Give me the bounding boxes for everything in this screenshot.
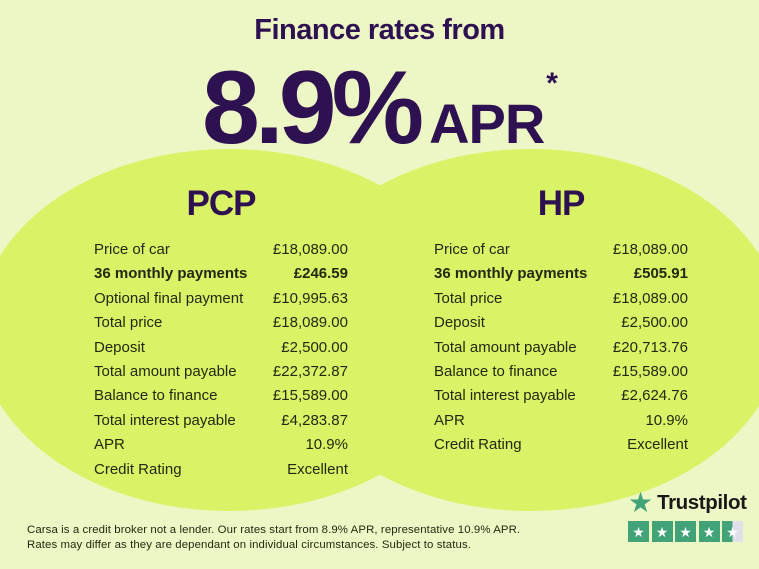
table-row	[434, 336, 688, 360]
row-value: £18,089.00	[612, 289, 688, 307]
table-row	[94, 409, 348, 433]
pcp-panel	[94, 186, 348, 482]
trustpilot-star-icon: ★	[628, 487, 654, 518]
rating-star-box	[722, 521, 743, 542]
row-label: Price of car	[434, 241, 510, 258]
table-row	[434, 433, 688, 457]
table-row	[94, 384, 348, 408]
trustpilot-rating-stars	[628, 521, 747, 542]
row-value: £18,089.00	[612, 241, 688, 258]
table-row	[94, 287, 348, 311]
table-row	[94, 238, 348, 262]
row-value: £505.91	[633, 265, 688, 283]
rating-star-box	[699, 521, 720, 542]
row-label: Optional final payment	[94, 289, 244, 307]
row-label: Credit Rating	[94, 460, 182, 478]
table-row	[94, 262, 348, 286]
row-label: APR	[94, 436, 125, 454]
disclaimer-text	[27, 523, 520, 553]
row-label: Deposit	[434, 314, 485, 332]
row-value: Excellent	[627, 436, 688, 454]
row-value: £15,589.00	[272, 387, 348, 405]
row-value: £22,372.87	[272, 363, 348, 381]
row-value: £18,089.00	[272, 314, 348, 332]
table-row	[94, 311, 348, 335]
page-title: Finance rates from	[254, 14, 505, 46]
row-value: £2,500.00	[281, 338, 348, 356]
hp-panel	[434, 186, 688, 458]
rate-unit-text: APR	[429, 92, 545, 155]
row-label: Credit Rating	[434, 436, 522, 454]
row-label: Price of car	[94, 241, 170, 258]
row-label: Balance to finance	[94, 387, 218, 405]
row-value: £4,283.87	[281, 411, 348, 429]
table-row	[434, 287, 688, 311]
table-row	[434, 360, 688, 384]
hp-table	[434, 238, 688, 458]
row-value: 10.9%	[305, 436, 348, 454]
rating-star-icon: ★	[679, 523, 692, 540]
rating-star-icon: ★	[726, 523, 739, 540]
trustpilot-logo	[628, 487, 747, 518]
row-label: Total interest payable	[94, 411, 236, 429]
row-value: £10,995.63	[272, 289, 348, 307]
rate-unit	[429, 67, 557, 155]
pcp-table	[94, 238, 348, 482]
row-label: Balance to finance	[434, 363, 558, 381]
row-label: Deposit	[94, 338, 145, 356]
headline-rate	[0, 50, 759, 166]
hp-title: HP	[537, 184, 585, 223]
row-label: Total amount payable	[434, 338, 577, 356]
row-value: £18,089.00	[272, 241, 348, 258]
table-row	[94, 458, 348, 482]
table-row	[434, 238, 688, 262]
rating-star-icon: ★	[702, 523, 716, 540]
table-row	[434, 311, 688, 335]
rating-star-box	[675, 521, 696, 542]
row-label: Total interest payable	[434, 387, 576, 405]
row-value: £2,624.76	[621, 387, 688, 405]
row-value: £246.59	[293, 265, 348, 283]
table-row	[94, 433, 348, 457]
rating-star-icon: ★	[632, 523, 645, 540]
row-value: Excellent	[287, 460, 348, 478]
table-row	[94, 336, 348, 360]
table-row	[94, 360, 348, 384]
row-value: £2,500.00	[621, 314, 688, 332]
table-row	[434, 384, 688, 408]
row-label: 36 monthly payments	[434, 265, 588, 283]
table-row	[434, 409, 688, 433]
row-label: Total price	[434, 289, 503, 307]
trustpilot-widget	[628, 487, 747, 542]
rate-value: 8.9%	[202, 50, 420, 166]
disclaimer-line-1: Carsa is a credit broker not a lender. Our rates start from 8.9% APR, representative 10.9% APR.	[27, 524, 521, 536]
disclaimer-line-2: Rates may differ as they are dependant on individual circumstances. Subject to status.	[27, 538, 472, 551]
table-row	[434, 262, 688, 286]
row-value: £15,589.00	[612, 363, 688, 381]
row-label: Total amount payable	[94, 363, 237, 381]
row-value: £20,713.76	[612, 338, 688, 356]
rating-star-icon: ★	[655, 523, 669, 540]
trustpilot-wordmark: Trustpilot	[657, 491, 747, 514]
row-label: 36 monthly payments	[94, 265, 248, 283]
rate-asterisk: *	[546, 67, 557, 101]
row-value: 10.9%	[645, 411, 688, 429]
row-label: APR	[434, 411, 465, 429]
rating-star-box	[628, 521, 649, 542]
pcp-title: PCP	[186, 184, 256, 223]
row-label: Total price	[94, 314, 163, 332]
rating-star-box	[652, 521, 673, 542]
